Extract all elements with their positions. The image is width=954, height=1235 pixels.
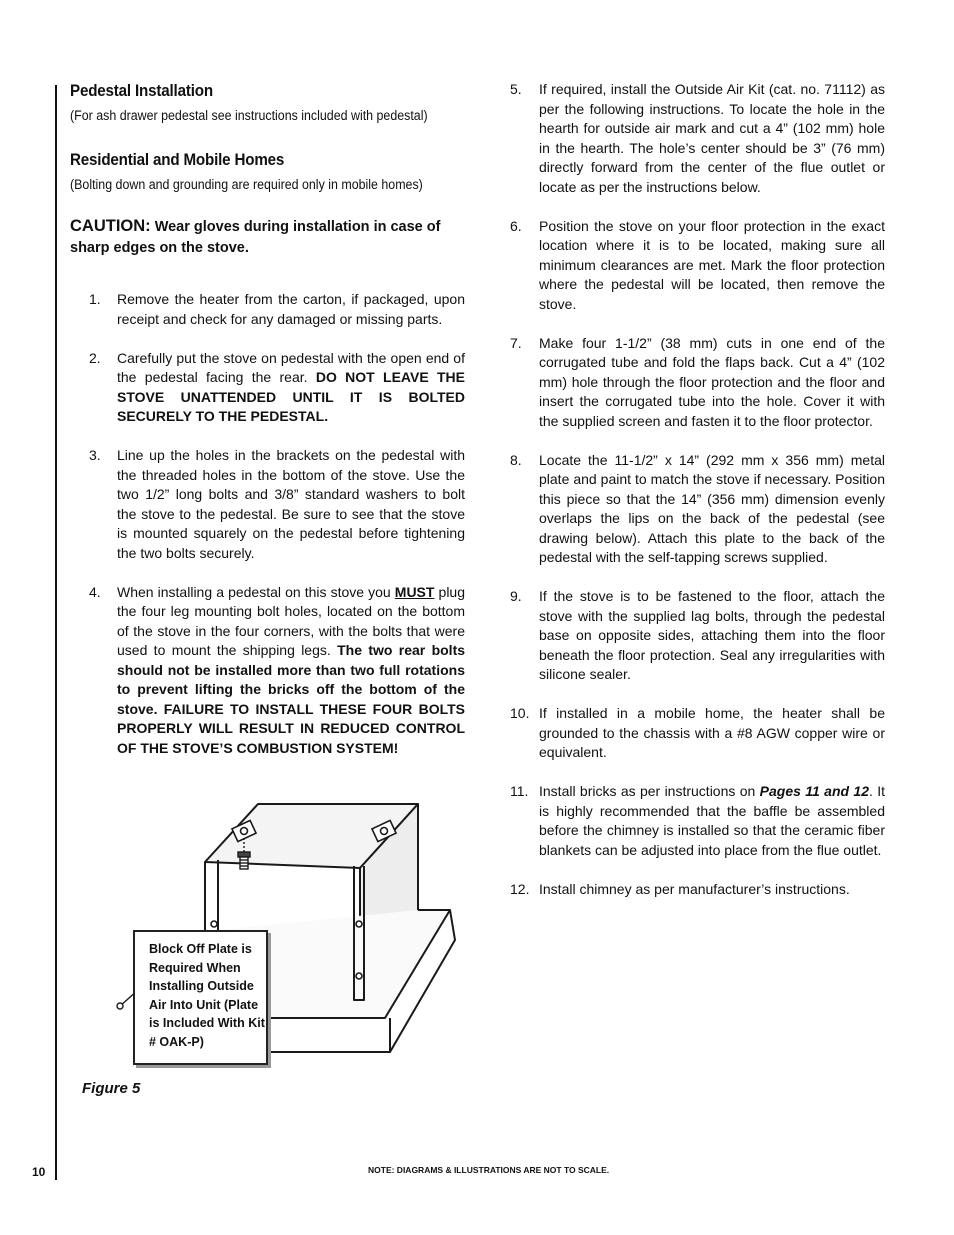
right-column — [510, 80, 885, 919]
right-steps-list — [510, 80, 885, 899]
list-item: 9. If the stove is to be fastened to the floor, attach the stove with the supplied lag bolts, through the pedestal base on opposite sides, attaching them into the floor beneath the floor protection. Seal any irregularities with silicone sealer. — [510, 588, 885, 682]
list-item: 7. Make four 1-1/2” (38 mm) cuts in one end of the corrugated tube and fold the flaps back. Cut a 4” (102 mm) hole through the floor protection and the floor and insert the corrugated tube into the hole. Cover it with the supplied screen and fasten it to the floor protector. — [510, 334, 885, 429]
list-item: 10. If installed in a mobile home, the heater shall be grounded to the chassis with a #8 AGW copper wire or equivalent. — [510, 705, 885, 760]
caution-label: CAUTION: — [70, 217, 151, 235]
list-item: 11. Install bricks as per instructions on Pages 11 and 12. It is highly recommended that the baffle be assembled before the chimney is installed so that the ceramic fiber blankets can be adjusted into place from the flue outlet. — [510, 783, 886, 858]
list-item: 3. Line up the holes in the brackets on the pedestal with the threaded holes in the bottom of the stove. Use the two 1/2” long bolts and 3/8” standard washers to bolt the stove to the pedestal. Be sure to see that the stove is mounted squarely on the pedestal before tightening the two bolts securely. — [89, 447, 465, 561]
page-number: 10 — [32, 1165, 46, 1179]
pedestal-installation-note: (For ash drawer pedestal see instructions included with pedestal) — [70, 108, 428, 123]
caution-text: Wear gloves during installation in case of sharp edges on the stove. — [70, 219, 441, 256]
scale-note: NOTE: DIAGRAMS & ILLUSTRATIONS ARE NOT TO SCALE. — [368, 1165, 610, 1175]
list-item: 1. Remove the heater from the carton, if packaged, upon receipt and check for any damaged or missing parts. — [89, 291, 465, 327]
left-column — [70, 82, 465, 778]
left-steps-list — [89, 290, 465, 758]
list-item: 6. Position the stove on your floor protection in the exact location where it is to be located, making sure all minimum clearances are met. Mark the floor protection where the pedestal will be located, then remove the stove. — [510, 217, 885, 312]
residential-note: (Bolting down and grounding are required only in mobile homes) — [70, 177, 423, 192]
block-off-plate-callout: Block Off Plate is Required When Installing Outside Air Into Unit (Plate is Included With Kit # OAK-P) — [133, 930, 268, 1065]
list-item: 8. Locate the 11-1/2” x 14” (292 mm x 356 mm) metal plate and paint to match the stove if necessary. Position this piece so that the 14” (356 mm) dimension evenly overlaps the lips on the back of the pedestal (see drawing below). Attach this plate to the back of the pedestal with the self-tapping screws supplied. — [510, 451, 885, 565]
list-item: 2. Carefully put the stove on pedestal with the open end of the pedestal facing the rear. DO NOT LEAVE THE STOVE UNATTENDED UNTIL IT IS BOLTED SECURELY TO THE PEDESTAL. — [89, 349, 465, 424]
list-item: 4. When installing a pedestal on this stove you MUST plug the four leg mounting bolt holes, located on the bottom of the stove in the four corners, with the bolts that were used to mount the shipping legs. The two rear bolts should not be installed more than two full rotations to prevent lifting the bricks off the bottom of the stove. FAILURE TO INSTALL THESE FOUR BOLTS PROPERLY WILL RESULT IN REDUCED CONTROL OF THE STOVE’S COMBUSTION SYSTEM! — [89, 583, 466, 756]
residential-mobile-homes-heading: Residential and Mobile Homes — [70, 151, 285, 169]
caution-block — [70, 216, 465, 259]
margin-rule — [55, 85, 57, 1180]
list-item: 12. Install chimney as per manufacturer’s instructions. — [510, 880, 850, 897]
figure-label: Figure 5 — [82, 1080, 141, 1097]
pedestal-installation-heading: Pedestal Installation — [70, 82, 213, 100]
list-item: 5. If required, install the Outside Air Kit (cat. no. 71112) as per the following instructions. To locate the hole in the hearth for outside air mark and cut a 4” (102 mm) hole in the hearth. The hole’s center should be 3” (76 mm) directly forward from the center of the flue outlet or locate as per the instructions below. — [510, 81, 885, 195]
